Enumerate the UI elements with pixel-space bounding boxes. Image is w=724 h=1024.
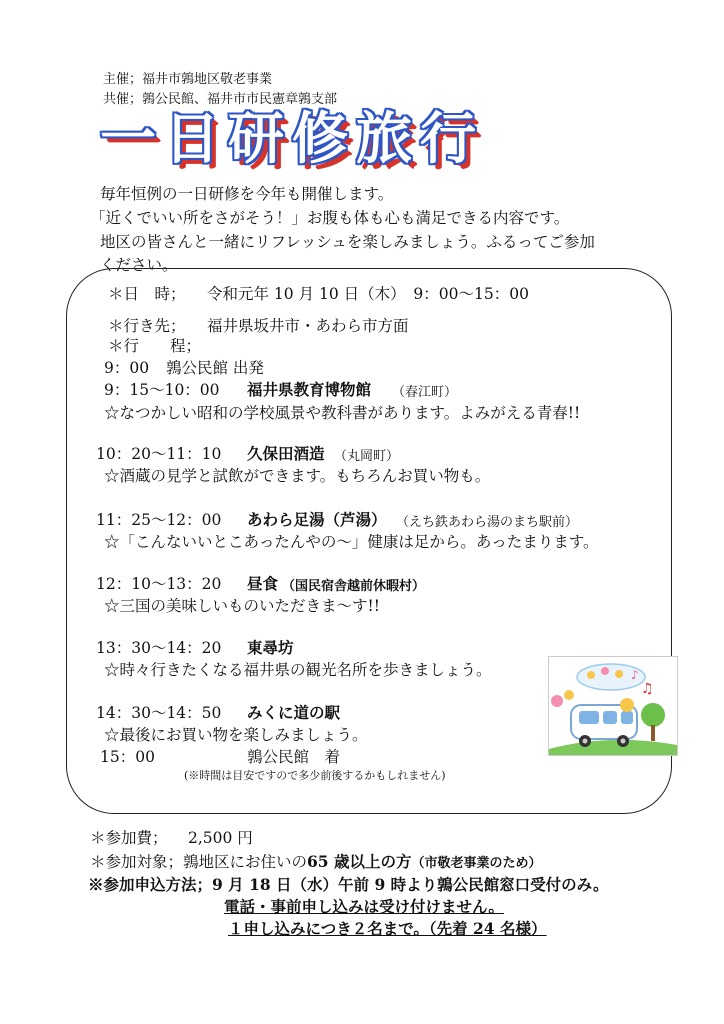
stop-2-sub: （丸岡町） — [334, 449, 400, 464]
co-organizer: 共催；鶉公民館、福井市市民憲章鶉支部 — [103, 92, 338, 107]
bus-icon — [549, 657, 677, 755]
stop-0-time: 9：00 — [104, 359, 150, 377]
stop-7-time: 15：00 — [100, 748, 155, 766]
stop-5-desc: ☆時々行きたくなる福井県の観光名所を歩きましょう。 — [104, 661, 492, 679]
fee-value: 2,500 円 — [188, 829, 253, 847]
apply-note-limit: １申し込みにつき２名まで。（先着 24 名様） — [228, 919, 547, 938]
svg-text:♪: ♪ — [631, 668, 639, 682]
stop-6-desc: ☆最後にお買い物を楽しみましょう。 — [104, 726, 368, 744]
date-label: ＊日 時； — [108, 285, 186, 303]
itinerary-label: ＊行 程； — [108, 337, 202, 355]
fee-label: ＊参加費； — [90, 829, 168, 847]
stop-4-sub: （国民宿舎越前休暇村） — [282, 579, 426, 594]
stop-6-time: 14：30〜14：50 — [96, 704, 222, 722]
stop-3-place: あわら足湯（芦湯） — [247, 510, 387, 529]
stop-5-time: 13：30〜14：20 — [96, 639, 222, 657]
stop-4-time: 12：10〜13：20 — [96, 575, 222, 593]
stop-0-place: 鶉公民館 出発 — [166, 359, 264, 377]
stop-1-time: 9：15〜10：00 — [104, 381, 220, 399]
stop-1-desc: ☆なつかしい昭和の学校風景や教科書があります。よみがえる青春!! — [104, 404, 581, 422]
time-note: (※時間は目安ですので多少前後するかもしれません) — [184, 769, 446, 782]
apply-note-phone: 電話・事前申し込みは受け付けません。 — [224, 897, 504, 916]
target-age: 65 歳以上の方 — [307, 852, 412, 871]
intro-line-4: ください。 — [100, 256, 178, 274]
stop-4-desc: ☆三国の美味しいものいただきま〜す!! — [104, 597, 380, 615]
stop-3-sub: （えち鉄あわら湯のまち駅前） — [396, 515, 579, 530]
target-sub: （市敬老事業のため） — [411, 856, 542, 871]
page-title: 一日研修旅行 — [100, 107, 484, 172]
bus-illustration — [548, 656, 678, 756]
stop-7-place: 鶉公民館 着 — [247, 748, 341, 766]
target-line — [90, 850, 542, 872]
stop-1-place: 福井県教育博物館 — [247, 380, 372, 399]
intro-line-1: 毎年恒例の一日研修を今年も開催します。 — [100, 185, 394, 203]
stop-6-place: みくに道の駅 — [247, 703, 341, 722]
stop-1-sub: （春江町） — [392, 385, 458, 400]
organizer: 主催；福井市鶉地区敬老事業 — [103, 72, 273, 87]
target-label: ＊参加対象；鶉地区にお住いの — [90, 853, 308, 871]
date-value: 令和元年 10 月 10 日（木） 9：00〜15：00 — [207, 285, 529, 303]
apply-method: ※参加申込方法；9 月 18 日（水）午前 9 時より鶉公民館窓口受付のみ。 — [88, 875, 609, 894]
intro-line-2: 「近くでいい所をさがそう！」お腹も体も心も満足できる内容です。 — [90, 209, 570, 227]
stop-2-time: 10：20〜11：10 — [96, 445, 222, 463]
stop-5-place: 東尋坊 — [247, 638, 294, 657]
destination-value: 福井県坂井市・あわら市方面 — [207, 317, 409, 335]
destination-label: ＊行き先； — [108, 317, 186, 335]
stop-3-desc: ☆「こんないいとこあったんやの〜」健康は足から。あったまります。 — [104, 533, 599, 551]
intro-line-3: 地区の皆さんと一緒にリフレッシュを楽しみましょう。ふるってご参加 — [100, 233, 595, 251]
svg-text:♫: ♫ — [641, 681, 654, 697]
stop-3-time: 11：25〜12：00 — [96, 511, 222, 529]
stop-4-place: 昼食 — [247, 574, 279, 593]
stop-2-place: 久保田酒造 — [247, 444, 325, 463]
stop-2-desc: ☆酒蔵の見学と試飲ができます。もちろんお買い物も。 — [104, 467, 491, 485]
